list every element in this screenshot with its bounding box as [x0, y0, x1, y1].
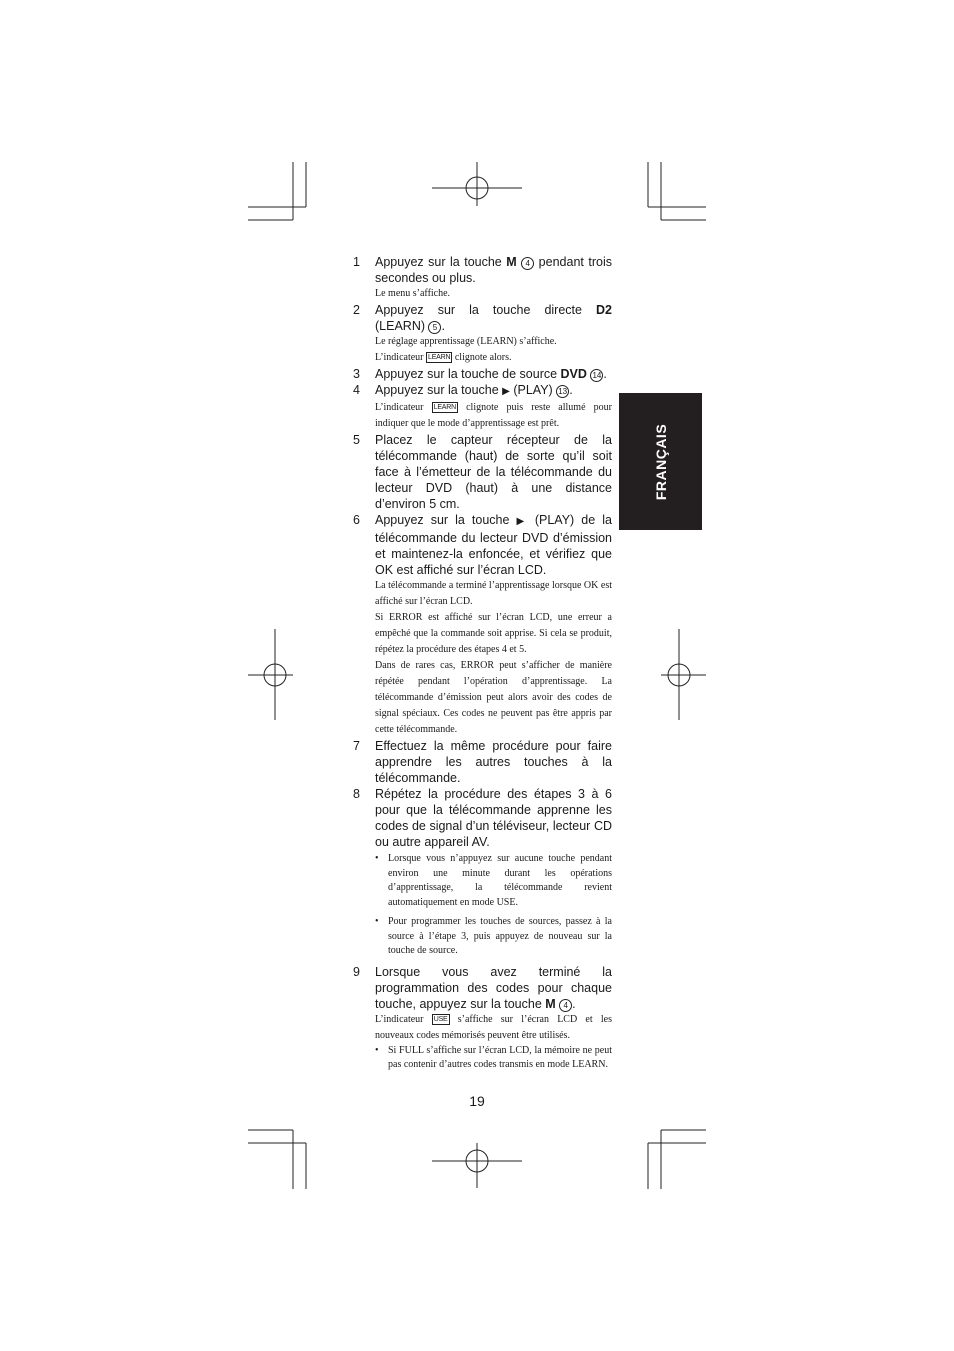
step-6	[350, 512, 612, 738]
bullet-item: • Pour programmer les touches de sources, passez à la source à l’étape 3, puis appuyez de nouveau sur la touche de source.	[375, 916, 612, 956]
step-note: L’indicateur LEARN clignote puis reste allumé pour indiquer que le mode d’apprentissage est prêt.	[375, 402, 612, 429]
step-number: 1	[353, 255, 360, 269]
step-note: L’indicateur USE s’affiche sur l’écran LCD et les nouveaux codes mémorisés peuvent être utilisés.	[375, 1013, 612, 1041]
circled-number: 4	[521, 257, 534, 270]
step-9	[350, 964, 612, 1073]
step-number: 2	[353, 303, 360, 317]
language-label: FRANÇAIS	[652, 423, 669, 500]
step-number: 6	[353, 513, 360, 527]
step-number: 7	[353, 739, 360, 753]
instruction-list	[350, 254, 612, 1078]
step-text: Lorsque vous avez terminé la programmation des codes pour chaque touche, appuyez sur la touche M 4 .	[375, 964, 612, 1011]
key-label: DVD	[560, 367, 587, 381]
bullet-item: • Lorsque vous n’appuyez sur aucune touche pendant environ une minute durant les opérations d’apprentissage, la télécommande revient automatiquement en mode USE.	[375, 853, 612, 908]
step-note: Le menu s’affiche.	[375, 288, 451, 299]
step-2	[350, 302, 612, 366]
step-1	[350, 254, 612, 302]
step-text: Appuyez sur la touche M 4 pendant trois secondes ou plus.	[375, 255, 612, 285]
step-number: 5	[353, 433, 360, 447]
step-text: Placez le capteur récepteur de la télécommande (haut) de sorte qu’il soit face à l’émetteur de la télécommande du lecteur DVD (haut) à une distance d’environ 5 cm.	[375, 433, 612, 511]
step-3	[350, 366, 612, 382]
step-text: Appuyez sur la touche directe D2 (LEARN) 5 .	[375, 303, 612, 333]
step-number: 8	[353, 787, 360, 801]
bullet-item: • Si FULL s’affiche sur l’écran LCD, la mémoire ne peut pas contenir d’autres codes transmis en mode LEARN.	[375, 1044, 612, 1070]
step-7	[350, 738, 612, 786]
use-indicator-icon: USE	[433, 1015, 448, 1023]
step-note: Le réglage apprentissage (LEARN) s’affiche.	[375, 336, 557, 347]
bullet-list	[375, 1044, 612, 1073]
learn-indicator-icon: LEARN	[428, 354, 451, 361]
step-text: Répétez la procédure des étapes 3 à 6 pour que la télécommande apprenne les codes de signal d’un téléviseur, lecteur CD ou autre appareil AV.	[375, 787, 612, 849]
step-5	[350, 432, 612, 512]
step-text: Appuyez sur la touche de source DVD 14 .	[375, 367, 607, 381]
step-text: Effectuez la même procédure pour faire apprendre les autres touches à la télécommande.	[375, 739, 612, 785]
circled-number: 4	[559, 999, 572, 1012]
learn-indicator-icon: LEARN	[433, 404, 456, 411]
step-note: La télécommande a terminé l’apprentissage lorsque OK est affiché sur l’écran LCD.	[375, 580, 612, 607]
step-number: 9	[353, 964, 360, 979]
step-note: Dans de rares cas, ERROR peut s’afficher de manière répétée pendant l’opération d’apprentissage. La télécommande d’émission peut alors avoir des codes de signal spéciaux. Ces codes ne peuvent pas être appris par cette télécommande.	[375, 660, 612, 735]
step-number: 3	[353, 367, 360, 381]
language-side-tab	[619, 393, 702, 530]
key-label: M	[506, 255, 517, 269]
step-text: Appuyez sur la touche ▶ (PLAY) de la télécommande du lecteur DVD d’émission et maintenez-la enfoncée, et vérifiez que OK est affiché sur l’écran LCD.	[375, 513, 612, 577]
page-number: 19	[469, 1093, 485, 1109]
circled-number: 13	[556, 385, 569, 398]
play-icon: ▶	[502, 386, 510, 397]
step-number: 4	[353, 383, 360, 397]
step-8	[350, 786, 612, 959]
circled-number: 14	[590, 369, 603, 382]
bullet-list	[375, 852, 612, 959]
step-note: L’indicateur LEARN clignote alors.	[375, 352, 512, 363]
step-text: Appuyez sur la touche ▶ (PLAY) 13 .	[375, 383, 573, 397]
step-note: Si ERROR est affiché sur l’écran LCD, une erreur a empêché que la commande soit apprise. Si cela se produit, répétez la procédure des étapes 4 et 5.	[375, 612, 612, 655]
key-label: M	[545, 996, 556, 1011]
step-4	[350, 382, 612, 432]
key-label: D2	[596, 303, 612, 317]
circled-number: 5	[428, 321, 441, 334]
play-icon: ▶	[516, 516, 528, 527]
